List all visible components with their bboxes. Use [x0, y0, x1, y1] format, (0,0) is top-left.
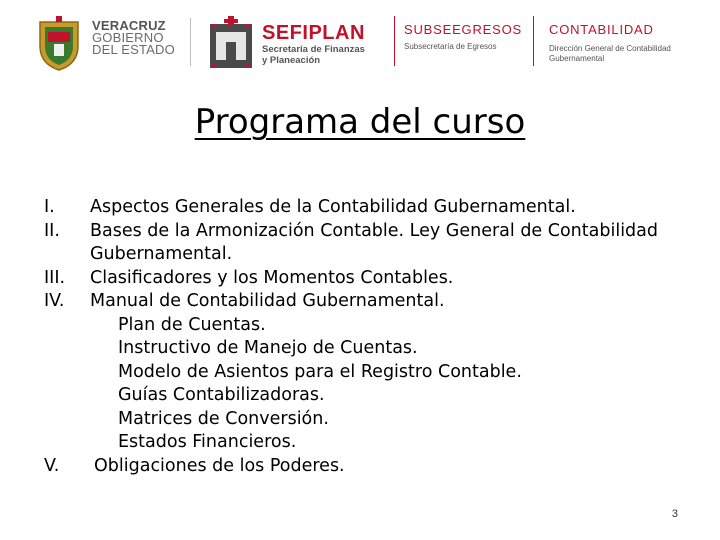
sefiplan-subtitle	[262, 44, 365, 66]
outline-subitem: Plan de Cuentas.	[118, 314, 266, 335]
sefiplan-castle-icon	[208, 16, 254, 70]
outline-subitem: Guías Contabilizadoras.	[118, 385, 325, 405]
sefiplan-name: SEFIPLAN	[262, 22, 365, 44]
outline-item	[44, 455, 704, 479]
outline-subitem: Matrices de Conversión.	[118, 408, 329, 429]
contabilidad-subtitle	[549, 44, 671, 64]
outline-item	[44, 220, 704, 267]
header-logos	[0, 0, 720, 80]
veracruz-line3: DEL ESTADO	[92, 42, 175, 57]
outline-subitem: Modelo de Asientos para el Registro Contable.	[118, 361, 522, 382]
contabilidad-sub1: Dirección General de Contabilidad	[549, 44, 671, 53]
outline-text: Manual de Contabilidad Gubernamental.	[90, 291, 445, 311]
veracruz-line2: GOBIERNO	[92, 30, 164, 45]
veracruz-line1: VERACRUZ	[92, 18, 166, 33]
header-divider	[533, 16, 534, 66]
outline-number: II.	[44, 220, 60, 241]
outline-subitem: Instructivo de Manejo de Cuentas.	[118, 338, 418, 358]
subsecretaria-subtitle: Subsecretaría de Egresos	[404, 42, 497, 51]
outline-text: Bases de la Armonización Contable. Ley General de Contabilidad Gubernamental.	[90, 220, 658, 264]
contabilidad-name: CONTABILIDAD	[549, 22, 654, 37]
header-divider	[394, 16, 395, 66]
outline-item	[44, 196, 704, 220]
outline-item	[44, 267, 704, 291]
sefiplan-sub1: Secretaría de Finanzas	[262, 44, 365, 55]
outline-text: Clasificadores y los Momentos Contables.	[90, 267, 454, 288]
outline-number: IV.	[44, 291, 65, 311]
outline-item	[44, 290, 704, 314]
outline-number: V.	[44, 455, 60, 476]
outline-subitem: Estados Financieros.	[118, 432, 297, 452]
outline-text: Obligaciones de los Poderes.	[94, 455, 345, 476]
veracruz-shield-icon	[36, 16, 82, 72]
outline-number: III.	[44, 267, 66, 288]
page-title	[0, 102, 720, 142]
veracruz-logo-text	[92, 20, 175, 56]
course-outline	[44, 196, 704, 478]
header-divider	[190, 18, 191, 66]
outline-text: Aspectos Generales de la Contabilidad Gubernamental.	[90, 197, 576, 217]
sefiplan-sub2: y Planeación	[262, 55, 321, 66]
outline-number: I.	[44, 197, 55, 217]
page-number: 3	[671, 508, 678, 520]
subsecretaria-name: SUBSEEGRESOS	[404, 22, 522, 37]
contabilidad-sub2: Gubernamental	[549, 54, 605, 63]
page-title-text: Programa del curso	[194, 102, 526, 142]
